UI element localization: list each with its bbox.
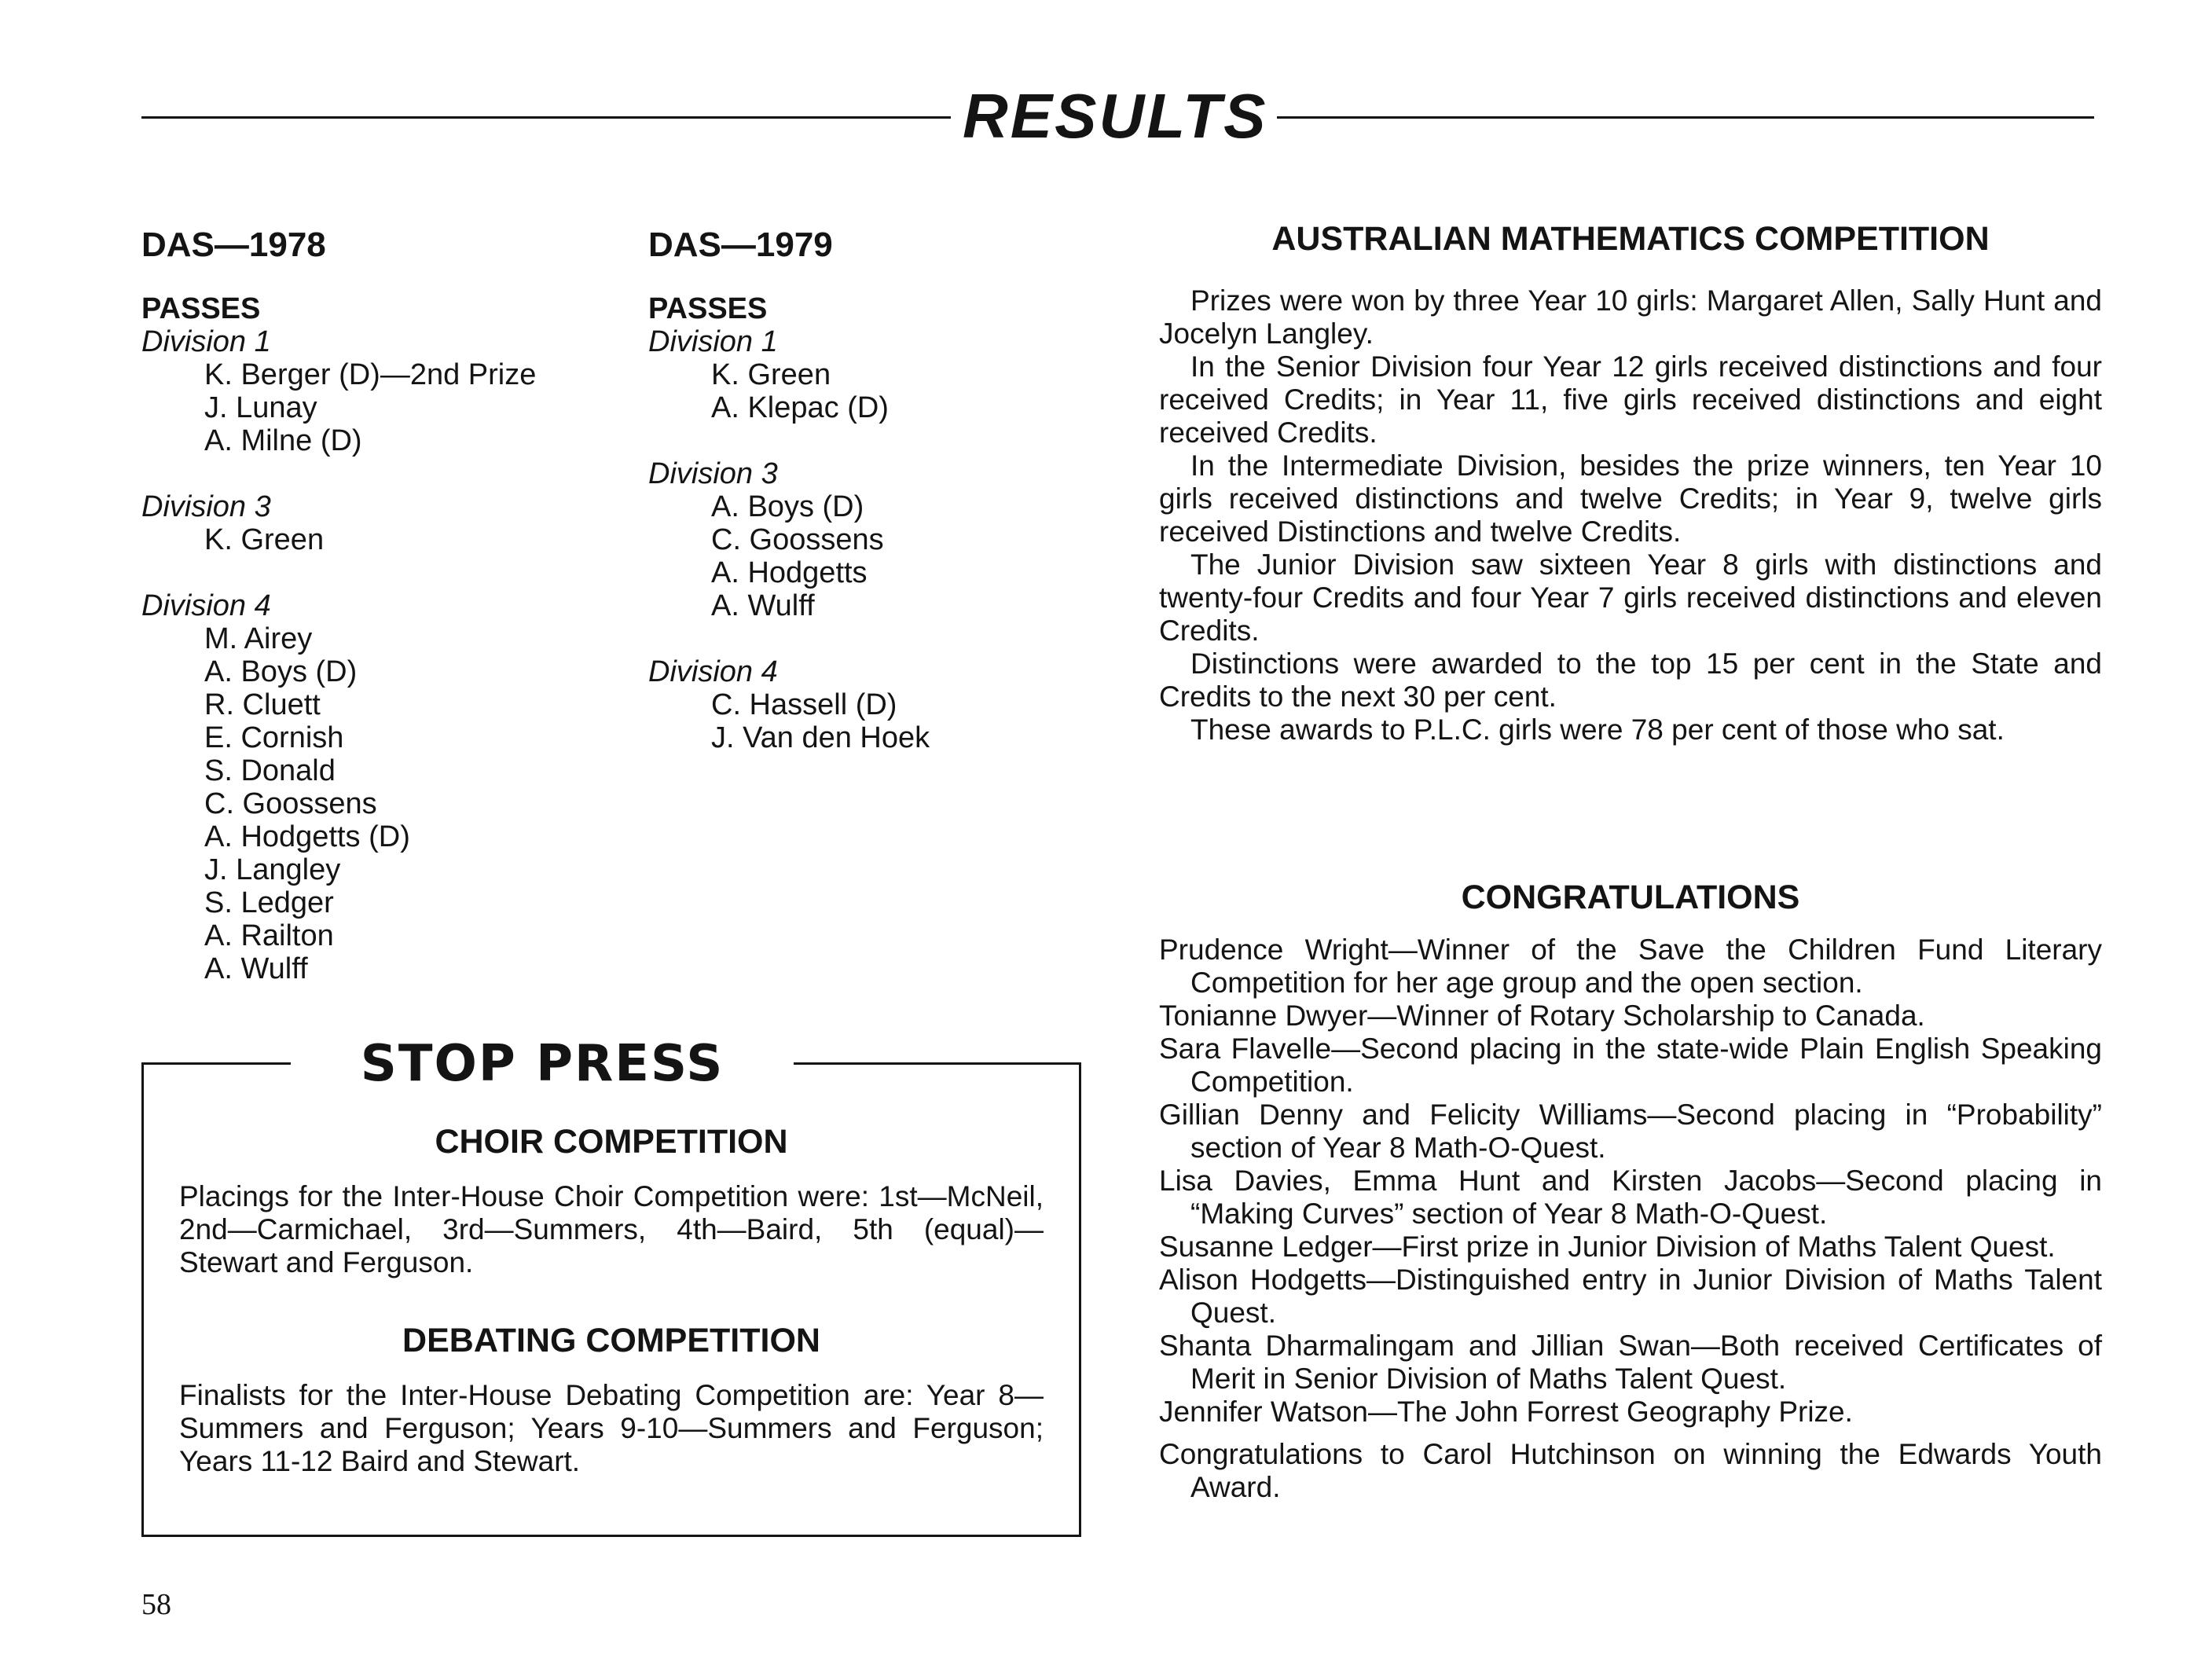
das-1979-column xyxy=(648,222,1135,787)
list-item: Prudence Wright—Winner of the Save the Children Fund Literary Competition for her age group and the open section. xyxy=(1159,934,2102,999)
list-item: K. Berger (D)—2nd Prize xyxy=(204,358,537,391)
list-item: M. Airey xyxy=(204,622,313,655)
amc-paragraph: In the Senior Division four Year 12 girls received distinctions and four received Credits; in Year 11, five girls received distinctions and eight received Credits. xyxy=(1159,350,2102,449)
page-title: RESULTS xyxy=(963,81,1268,151)
list-item: Shanta Dharmalingam and Jillian Swan—Both received Certificates of Merit in Senior Division of Maths Talent Quest. xyxy=(1159,1330,2102,1395)
division-label: Division 1 xyxy=(648,325,778,358)
congratulations-list xyxy=(1159,934,2102,1504)
list-item: C. Hassell (D) xyxy=(711,688,897,721)
division-label: Division 4 xyxy=(141,589,271,622)
das-1978-title: DAS—1978 xyxy=(141,226,326,264)
amc-paragraph: Prizes were won by three Year 10 girls: Margaret Allen, Sally Hunt and Jocelyn Langley. xyxy=(1159,284,2102,350)
congratulations-heading: CONGRATULATIONS xyxy=(1461,879,1800,916)
list-item: A. Boys (D) xyxy=(711,490,864,523)
amc-heading: AUSTRALIAN MATHEMATICS COMPETITION xyxy=(1271,220,1990,258)
list-item: K. Green xyxy=(711,358,831,391)
list-item: C. Goossens xyxy=(204,787,377,820)
das-1978-passes-label: PASSES xyxy=(141,292,261,325)
das-1979-title: DAS—1979 xyxy=(648,226,833,264)
amc-paragraph: In the Intermediate Division, besides the prize winners, ten Year 10 girls received distinctions and twelve Credits; in Year 9, twelve girls received Distinctions and twelve Credits. xyxy=(1159,449,2102,548)
das-1978-division-1 xyxy=(141,325,629,457)
list-item: A. Wulff xyxy=(711,589,815,622)
list-item: A. Hodgetts xyxy=(711,556,868,589)
list-item: S. Donald xyxy=(204,754,336,787)
list-item: Lisa Davies, Emma Hunt and Kirsten Jacobs—Second placing in “Making Curves” section of Year 8 Math-O-Quest. xyxy=(1159,1165,2102,1230)
list-item: C. Goossens xyxy=(711,523,884,556)
amc-paragraph: Distinctions were awarded to the top 15 per cent in the State and Credits to the next 30 per cent. xyxy=(1159,647,2102,713)
amc-paragraph: The Junior Division saw sixteen Year 8 girls with distinctions and twenty-four Credits and four Year 7 girls received distinctions and eleven Credits. xyxy=(1159,548,2102,647)
amc-body xyxy=(1159,284,2102,746)
list-item: A. Milne (D) xyxy=(204,424,362,457)
list-item: Congratulations to Carol Hutchinson on winning the Edwards Youth Award. xyxy=(1159,1438,2102,1503)
list-item: R. Cluett xyxy=(204,688,321,721)
list-item: A. Boys (D) xyxy=(204,655,358,688)
list-item: Jennifer Watson—The John Forrest Geography Prize. xyxy=(1159,1396,1853,1428)
das-1978-division-4 xyxy=(141,589,629,985)
stop-press-title: STOP PRESS xyxy=(360,1035,724,1093)
list-item: S. Ledger xyxy=(204,886,334,919)
list-item: A. Railton xyxy=(204,919,334,952)
das-1979-division-3 xyxy=(648,457,1135,622)
division-label: Division 1 xyxy=(141,325,271,358)
header-rule-left xyxy=(141,116,951,119)
header-rule-right xyxy=(1277,116,2094,119)
division-label: Division 4 xyxy=(648,655,778,688)
debating-text: Finalists for the Inter-House Debating Competition are: Year 8—Summers and Ferguson; Years 9-10—Summers and Ferguson; Years 11-12 Baird and Stewart. xyxy=(179,1379,1044,1477)
list-item: Gillian Denny and Felicity Williams—Second placing in “Probability” section of Year 8 Math-O-Quest. xyxy=(1159,1099,2102,1164)
list-item: Susanne Ledger—First prize in Junior Division of Maths Talent Quest. xyxy=(1159,1231,2056,1263)
debating-heading: DEBATING COMPETITION xyxy=(402,1322,820,1359)
list-item: A. Hodgetts (D) xyxy=(204,820,410,853)
stop-press-title-wrap xyxy=(291,1033,794,1095)
das-1978-division-3 xyxy=(141,490,629,556)
list-item: J. Van den Hoek xyxy=(711,721,930,754)
list-item: E. Cornish xyxy=(204,721,344,754)
das-1979-division-4 xyxy=(648,655,1135,754)
list-item: Alison Hodgetts—Distinguished entry in Junior Division of Maths Talent Quest. xyxy=(1159,1264,2102,1329)
list-item: J. Langley xyxy=(204,853,341,886)
list-item: A. Wulff xyxy=(204,952,308,985)
das-1979-passes-label: PASSES xyxy=(648,292,768,325)
amc-paragraph: These awards to P.L.C. girls were 78 per cent of those who sat. xyxy=(1190,713,2005,746)
list-item: K. Green xyxy=(204,523,325,556)
choir-text: Placings for the Inter-House Choir Competition were: 1st—McNeil, 2nd—Carmichael, 3rd—Summers, 4th—Baird, 5th (equal)—Stewart and Ferguson. xyxy=(179,1180,1044,1278)
division-label: Division 3 xyxy=(141,490,271,523)
page-number: 58 xyxy=(141,1588,171,1621)
division-label: Division 3 xyxy=(648,457,778,490)
list-item: A. Klepac (D) xyxy=(711,391,889,424)
list-item: Tonianne Dwyer—Winner of Rotary Scholarship to Canada. xyxy=(1159,1000,1925,1032)
das-1979-division-1 xyxy=(648,325,1135,424)
list-item: Sara Flavelle—Second placing in the state-wide Plain English Speaking Competition. xyxy=(1159,1033,2102,1098)
choir-heading: CHOIR COMPETITION xyxy=(435,1123,788,1161)
das-1978-column xyxy=(141,222,629,1018)
list-item: J. Lunay xyxy=(204,391,317,424)
